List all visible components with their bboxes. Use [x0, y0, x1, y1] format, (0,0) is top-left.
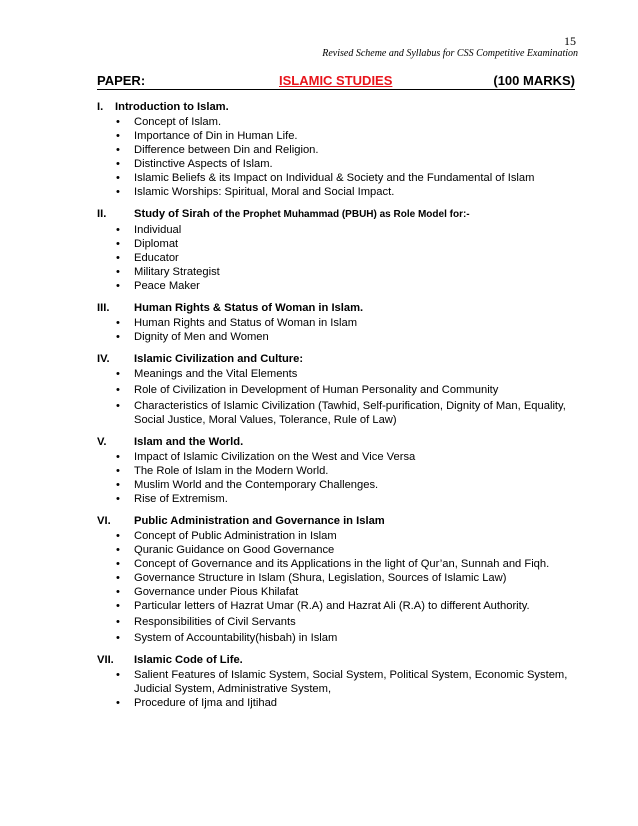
- list-item: • Responsibilities of Civil Servants: [97, 615, 577, 629]
- topic-list: [97, 668, 577, 710]
- topic-list: [97, 529, 577, 645]
- section-5: [97, 435, 577, 506]
- list-item: • Importance of Din in Human Life.: [97, 129, 577, 143]
- section-1: [97, 100, 577, 199]
- section-title: Islamic Code of Life.: [134, 654, 243, 666]
- section-numeral: V.: [97, 436, 107, 448]
- topic-list: [97, 223, 577, 293]
- list-item: • Quranic Guidance on Good Governance: [97, 543, 577, 557]
- section-heading: [97, 352, 577, 366]
- section-numeral: I.: [97, 101, 104, 113]
- section-title: Introduction to Islam.: [115, 101, 229, 113]
- paper-subject: ISLAMIC STUDIES: [279, 73, 393, 88]
- list-item: • Concept of Islam.: [97, 115, 577, 129]
- list-item: • Dignity of Men and Women: [97, 330, 577, 344]
- section-numeral: IV.: [97, 353, 110, 365]
- section-heading: [97, 435, 577, 449]
- list-item: • Islamic Beliefs & its Impact on Individual & Society and the Fundamental of Islam: [97, 171, 577, 185]
- section-title-wrap: [134, 207, 470, 222]
- list-item: • Islamic Worships: Spiritual, Moral and Social Impact.: [97, 185, 577, 199]
- list-item: • Individual: [97, 223, 577, 237]
- section-numeral: VI.: [97, 515, 111, 527]
- list-item: • Role of Civilization in Development of Human Personality and Community: [97, 383, 577, 397]
- list-item: • Distinctive Aspects of Islam.: [97, 157, 577, 171]
- list-item: • Characteristics of Islamic Civilization (Tawhid, Self-purification, Dignity of Man, Equality, Social Justice, Moral Values, Tolerance, Rule of Law): [97, 399, 577, 427]
- section-heading: [97, 100, 577, 114]
- paper-heading: [97, 73, 575, 90]
- section-3: [97, 301, 577, 344]
- list-item: • Muslim World and the Contemporary Challenges.: [97, 478, 577, 492]
- list-item: • Difference between Din and Religion.: [97, 143, 577, 157]
- list-item: • Concept of Governance and its Applications in the light of Qur’an, Sunnah and Fiqh.: [97, 557, 577, 571]
- topic-list: [97, 115, 577, 199]
- list-item: • Meanings and the Vital Elements: [97, 367, 577, 381]
- paper-marks: (100 MARKS): [493, 73, 575, 88]
- section-title: Islam and the World.: [134, 436, 244, 448]
- section-title: Islamic Civilization and Culture:: [134, 353, 304, 365]
- list-item: • Peace Maker: [97, 279, 577, 293]
- section-title: Study of Sirah: [134, 208, 210, 220]
- list-item: • System of Accountability(hisbah) in Islam: [97, 631, 577, 645]
- section-heading: [97, 653, 577, 667]
- list-item: • Particular letters of Hazrat Umar (R.A) and Hazrat Ali (R.A) to different Authority.: [97, 599, 577, 613]
- list-item: • Military Strategist: [97, 265, 577, 279]
- section-title: Human Rights & Status of Woman in Islam.: [134, 302, 364, 314]
- list-item: • Governance Structure in Islam (Shura, Legislation, Sources of Islamic Law): [97, 571, 577, 585]
- section-2: [97, 207, 577, 293]
- section-numeral: II.: [97, 208, 107, 220]
- topic-list: [97, 367, 577, 427]
- list-item: • Educator: [97, 251, 577, 265]
- list-item: • The Role of Islam in the Modern World.: [97, 464, 577, 478]
- running-header: Revised Scheme and Syllabus for CSS Competitive Examination: [322, 48, 578, 59]
- list-item: • Diplomat: [97, 237, 577, 251]
- section-heading: [97, 301, 577, 315]
- list-item: • Procedure of Ijma and Ijtihad: [97, 696, 577, 710]
- list-item: • Salient Features of Islamic System, Social System, Political System, Economic System, Judicial System, Administrative System,: [97, 668, 577, 696]
- section-heading: [97, 514, 577, 528]
- list-item: • Impact of Islamic Civilization on the West and Vice Versa: [97, 450, 577, 464]
- topic-list: [97, 450, 577, 506]
- topic-list: [97, 316, 577, 344]
- section-title: Public Administration and Governance in Islam: [134, 515, 385, 527]
- paper-label: PAPER:: [97, 73, 146, 88]
- syllabus-content: [97, 100, 577, 718]
- section-6: [97, 514, 577, 645]
- section-7: [97, 653, 577, 710]
- section-numeral: III.: [97, 302, 110, 314]
- section-title-suffix: of the Prophet Muhammad (PBUH) as Role Model for:-: [212, 209, 470, 220]
- section-heading: [97, 207, 577, 222]
- list-item: • Concept of Public Administration in Islam: [97, 529, 577, 543]
- section-4: [97, 352, 577, 427]
- page-number: 15: [564, 34, 576, 48]
- list-item: • Rise of Extremism.: [97, 492, 577, 506]
- list-item: • Human Rights and Status of Woman in Islam: [97, 316, 577, 330]
- section-numeral: VII.: [97, 654, 114, 666]
- list-item: • Governance under Pious Khilafat: [97, 585, 577, 599]
